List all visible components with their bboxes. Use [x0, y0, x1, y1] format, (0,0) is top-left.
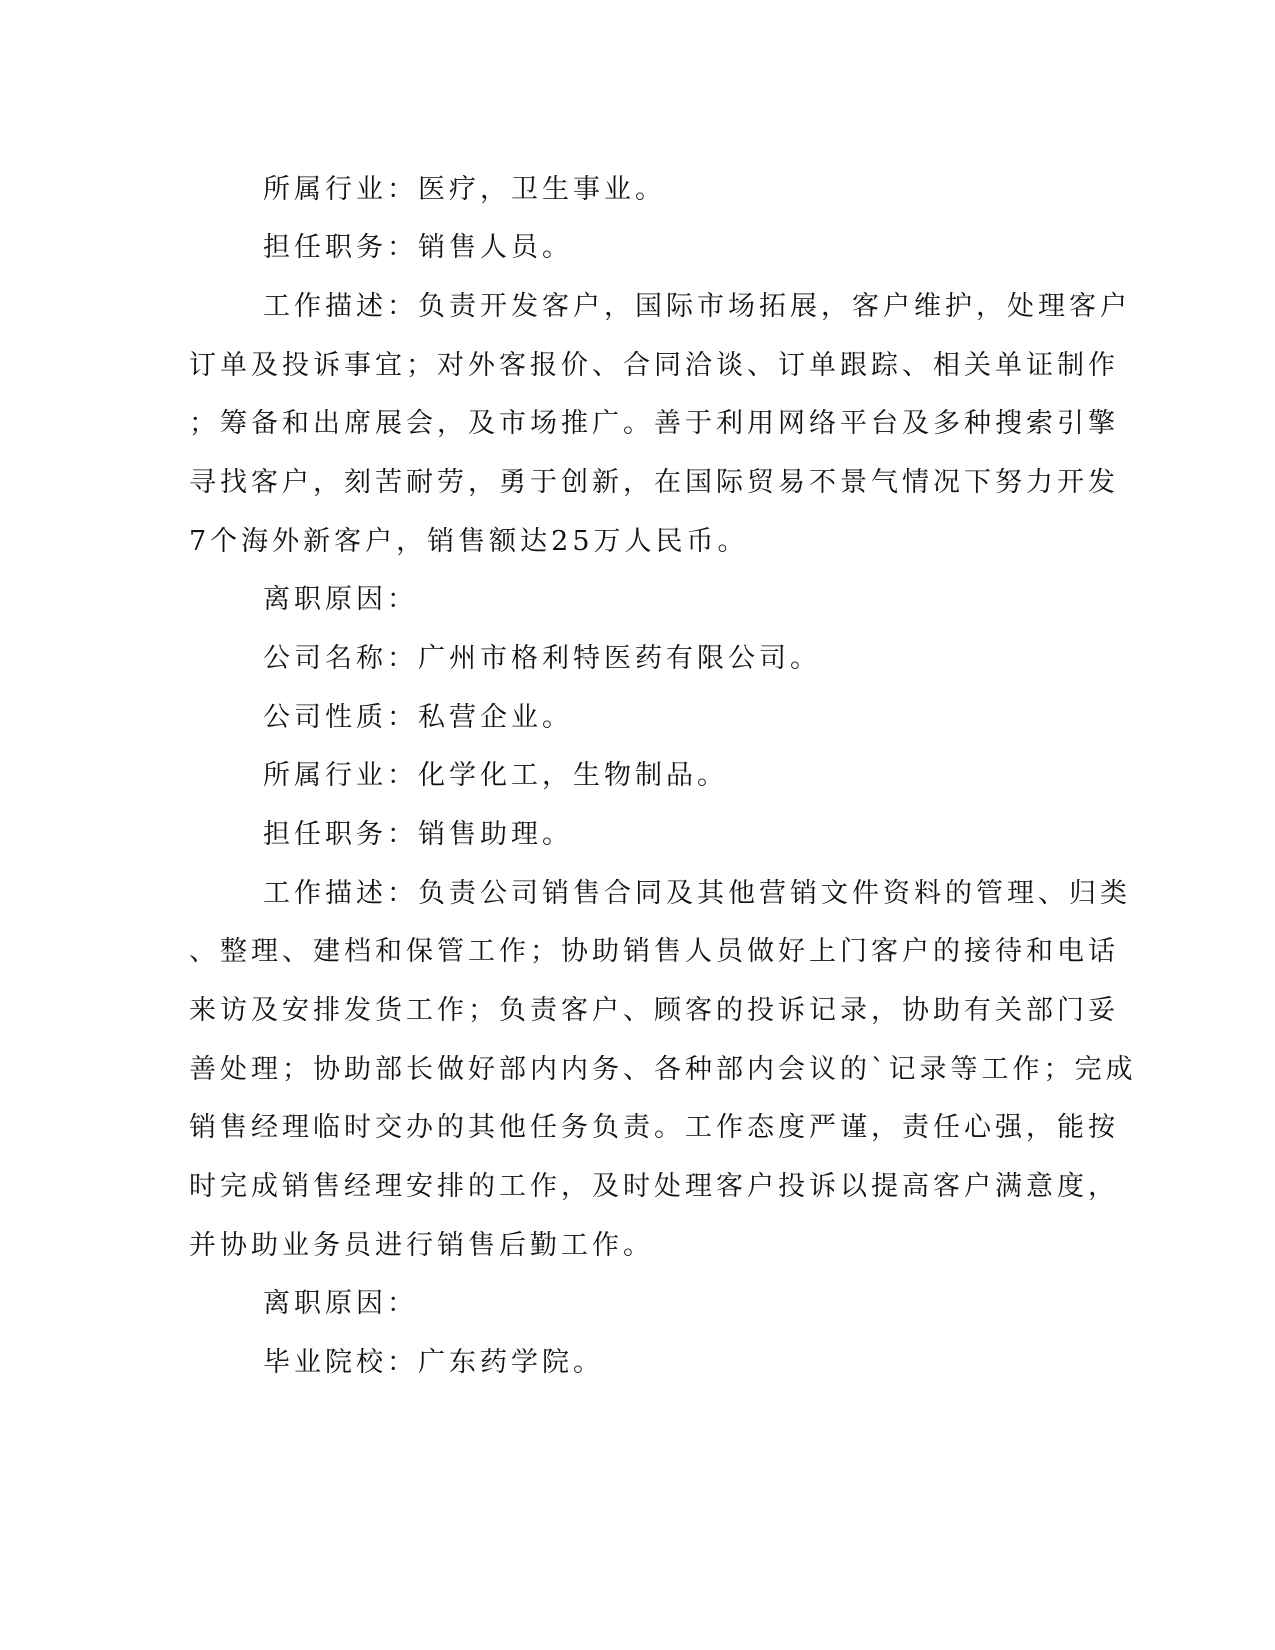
text-line: 并协助业务员进行销售后勤工作。	[189, 1230, 654, 1261]
text-line: 工作描述：负责开发客户，国际市场拓展，客户维护，处理客户	[263, 291, 1131, 322]
text-line: 所属行业：化学化工，生物制品。	[263, 760, 728, 791]
text-line: 担任职务：销售人员。	[263, 232, 573, 263]
text-line: 工作描述：负责公司销售合同及其他营销文件资料的管理、归类	[263, 878, 1131, 909]
text-line: 毕业院校：广东药学院。	[263, 1347, 604, 1378]
text-line: 时完成销售经理安排的工作，及时处理客户投诉以提高客户满意度，	[189, 1171, 1119, 1202]
text-line: 、整理、建档和保管工作；协助销售人员做好上门客户的接待和电话	[189, 936, 1119, 967]
text-line: 订单及投诉事宜；对外客报价、合同洽谈、订单跟踪、相关单证制作	[189, 350, 1119, 381]
text-line: 销售经理临时交办的其他任务负责。工作态度严谨，责任心强，能按	[189, 1112, 1119, 1143]
text-line: 离职原因：	[263, 584, 418, 615]
text-line: 担任职务：销售助理。	[263, 819, 573, 850]
text-line: 公司性质：私营企业。	[263, 702, 573, 733]
text-line: 善处理；协助部长做好部内内务、各种部内会议的`记录等工作；完成	[189, 1054, 1137, 1085]
text-line: 7个海外新客户，销售额达25万人民币。	[189, 526, 749, 557]
text-line: 离职原因：	[263, 1288, 418, 1319]
text-line: ；筹备和出席展会，及市场推广。善于利用网络平台及多种搜索引擎	[189, 408, 1119, 439]
text-line: 寻找客户，刻苦耐劳，勇于创新，在国际贸易不景气情况下努力开发	[189, 467, 1119, 498]
text-line: 所属行业：医疗，卫生事业。	[263, 174, 666, 205]
text-line: 公司名称：广州市格利特医药有限公司。	[263, 643, 821, 674]
text-line: 来访及安排发货工作；负责客户、顾客的投诉记录，协助有关部门妥	[189, 995, 1119, 1026]
